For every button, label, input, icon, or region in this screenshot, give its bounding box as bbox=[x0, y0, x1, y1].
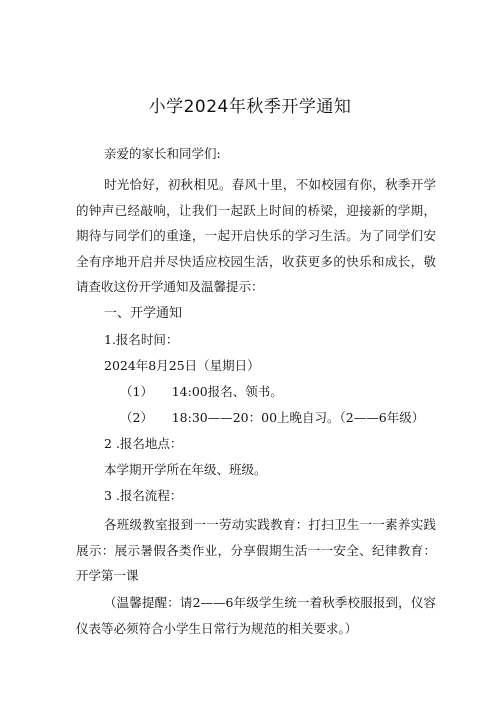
section-heading-notice: 一、开学通知 bbox=[104, 306, 183, 321]
schedule-item-1: （1） 14:00报名、领书。 bbox=[120, 384, 283, 399]
registration-location-text: 本学期开学所在年级、班级。 bbox=[104, 462, 267, 477]
intro-paragraph: 时光恰好，初秋相见。春风十里，不如校园有你，秋季开学的钟声已经敲响，让我们一起跃上时间的桥梁，迎接新的学期，期待与同学们的重逢，一起开启快乐的学习生活。为了同学们安全有序地开启并尽快适应校园生活，收获更多的快乐和成长，敬请查收这份开学通知及温馨提示： bbox=[76, 177, 436, 294]
reminder-text: （温馨提醒：请2——6年级学生统一着秋季校服报到，仪容仪表等必须符合小学生日常行为规范的相关要求。） bbox=[76, 595, 436, 636]
registration-process-label: 3 .报名流程： bbox=[104, 488, 183, 503]
registration-date: 2024年8月25日（星期日） bbox=[104, 358, 260, 373]
greeting: 亲爱的家长和同学们: bbox=[104, 146, 221, 161]
registration-process-text: 各班级教室报到一一劳动实践教育：打扫卫生一一素养实践展示：展示暑假各类作业，分享假期生活一一安全、纪律教育：开学第一课 bbox=[76, 517, 436, 583]
document-title: 小学2024年秋季开学通知 bbox=[148, 97, 352, 117]
registration-location-label: 2 .报名地点： bbox=[104, 436, 183, 451]
schedule-item-2: （2） 18:30——20：00上晚自习。（2——6年级） bbox=[120, 410, 425, 425]
registration-time-label: 1.报名时间： bbox=[104, 332, 179, 347]
